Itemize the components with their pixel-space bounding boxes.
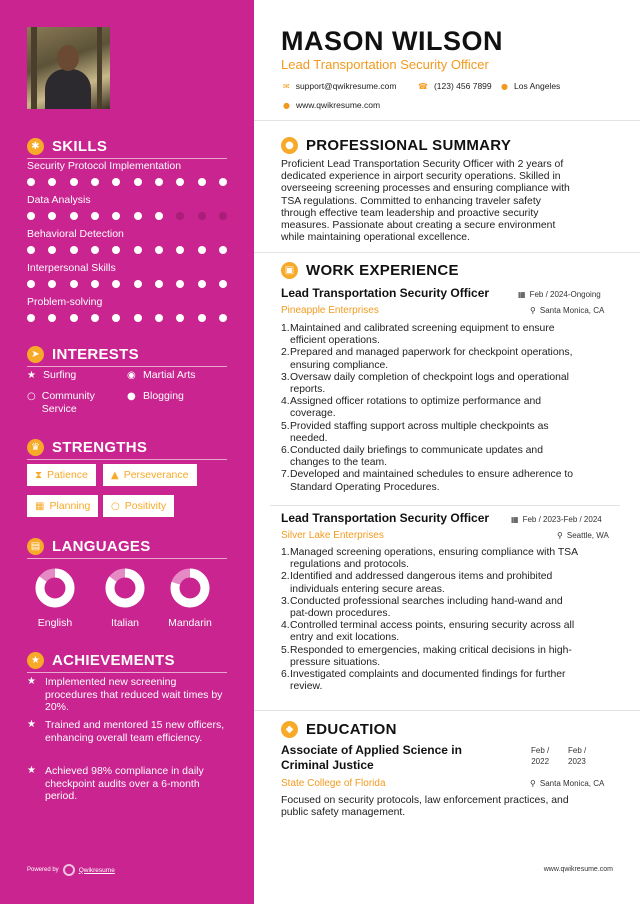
skill-name: Behavioral Detection — [27, 228, 124, 240]
divider — [27, 366, 227, 367]
rating-dot-filled — [91, 314, 99, 322]
candidate-role: Lead Transportation Security Officer — [281, 57, 489, 72]
rating-dot-filled — [176, 280, 184, 288]
rating-dot-filled — [27, 246, 35, 254]
rating-dot-empty — [176, 212, 184, 220]
footer-website[interactable]: www.qwikresume.com — [543, 866, 613, 873]
brand-link[interactable]: Qwikresume — [78, 866, 115, 874]
rating-dot-filled — [134, 280, 142, 288]
summary-line: overseeing screening processes and ensuring compliance with — [281, 183, 570, 195]
skill-name: Interpersonal Skills — [27, 262, 116, 274]
divider — [27, 459, 227, 460]
summary-line: through effective team leadership and proactive security — [281, 207, 539, 219]
star-icon: ★ — [27, 719, 36, 730]
bullet-line: pressure situations. — [290, 656, 381, 668]
bullet-item — [281, 596, 611, 620]
job-dates: ▦ Feb / 2024-Ongoing — [518, 290, 601, 299]
location-contact: ● Los Angeles — [501, 81, 561, 91]
bullet-text — [290, 347, 572, 371]
rating-dot-filled — [27, 314, 35, 322]
education-start-date: Feb / 2022 — [531, 746, 550, 766]
rating-dot-filled — [155, 178, 163, 186]
bullet-line: Conducted professional searches including hand-wand and — [290, 595, 563, 607]
rating-dot-filled — [219, 246, 227, 254]
rating-dot-filled — [198, 314, 206, 322]
bullet-text — [290, 421, 549, 445]
skill-rating — [27, 178, 227, 186]
bullet-line: Responded to emergencies, making critical decisions in high- — [290, 644, 572, 656]
skill-name: Data Analysis — [27, 194, 91, 206]
strength-badge: ○ Positivity — [103, 495, 174, 517]
achievement-item: ★ Trained and mentored 15 new officers, enhancing overall team efficiency. — [27, 719, 225, 744]
bullet-item — [281, 396, 611, 420]
interest-item: ○ Community Service — [27, 390, 95, 415]
language-level-donut — [35, 568, 75, 608]
phone-contact[interactable]: ☎ (123) 456 7899 — [418, 81, 492, 91]
bullet-line: review. — [290, 681, 323, 693]
rating-dot-filled — [155, 212, 163, 220]
bullet-line: individuals entering secure areas. — [290, 583, 445, 595]
profile-photo — [27, 27, 110, 109]
bullet-text — [290, 372, 569, 396]
bullet-number: 7. — [281, 469, 290, 481]
bullet-text — [290, 620, 574, 644]
star-icon: ★ — [27, 370, 36, 381]
candidate-name: MASON WILSON — [281, 26, 503, 56]
bullet-text — [290, 469, 573, 493]
bullet-number: 1. — [281, 323, 290, 334]
divider — [27, 672, 227, 673]
rating-dot-filled — [27, 280, 35, 288]
star-icon: ★ — [27, 652, 44, 669]
bullet-line: Identified and addressed dangerous items and prohibited — [290, 571, 553, 583]
location-pin-icon: ● — [501, 81, 508, 91]
rating-dot-filled — [155, 246, 163, 254]
rating-dot-filled — [48, 212, 56, 220]
rating-dot-filled — [134, 178, 142, 186]
bullet-number: 3. — [281, 371, 290, 383]
rating-dot-filled — [198, 178, 206, 186]
bullet-item — [281, 421, 611, 445]
qwikresume-logo — [63, 864, 75, 876]
rating-dot-filled — [91, 178, 99, 186]
bullet-item — [281, 669, 611, 693]
rating-dot-filled — [48, 178, 56, 186]
job-company: Silver Lake Enterprises — [281, 530, 384, 541]
bullet-line: Prepared and managed paperwork for checkpoint operations, — [290, 347, 573, 359]
rating-dot-filled — [155, 314, 163, 322]
language-name: Italian — [110, 617, 140, 629]
rating-dot-filled — [112, 178, 120, 186]
rating-dot-filled — [91, 212, 99, 220]
rating-dot-filled — [112, 280, 120, 288]
strength-badge: ▦ Planning — [27, 495, 98, 517]
rating-dot-filled — [155, 280, 163, 288]
bullet-text — [290, 323, 555, 347]
rating-dot-filled — [219, 178, 227, 186]
job-bullets — [281, 323, 611, 494]
summary-line: TSA regulations. Committed to enhancing traveler safety — [281, 195, 541, 207]
rating-dot-filled — [198, 246, 206, 254]
bullet-text — [290, 547, 578, 571]
road-icon: ▲ — [111, 469, 119, 481]
interest-item: ★ Surfing — [27, 369, 77, 381]
skill-name: Problem-solving — [27, 296, 103, 308]
bullet-number: 4. — [281, 396, 290, 408]
bullet-line: Maintained and calibrated screening equipment to ensure — [290, 323, 555, 334]
rating-dot-filled — [112, 212, 120, 220]
job-location: ⚲ Seattle, WA — [557, 531, 609, 540]
location-pin-icon: ⚲ — [557, 531, 563, 540]
email-contact[interactable]: ✉ support@qwikresume.com — [283, 81, 397, 91]
summary-line: dedicated experience in airport security operations. Skilled in — [281, 171, 561, 183]
paper-plane-icon: ➤ — [27, 346, 44, 363]
achievements-heading: ★ ACHIEVEMENTS — [27, 652, 175, 669]
bullet-line: Standard Operating Procedures. — [290, 481, 440, 493]
rating-dot-filled — [219, 314, 227, 322]
bullet-text — [290, 571, 552, 595]
divider — [254, 120, 640, 121]
rating-dot-filled — [176, 178, 184, 186]
bullet-line: needed. — [290, 432, 328, 444]
experience-heading: ▣ WORK EXPERIENCE — [281, 262, 459, 279]
rating-dot-filled — [27, 178, 35, 186]
rating-dot-filled — [70, 246, 78, 254]
bullet-item — [281, 547, 611, 571]
degree-title: Associate of Applied Science in Criminal Justice — [281, 743, 462, 772]
summary-line: measures. Passionate about creating a secure environment — [281, 220, 556, 232]
star-icon: ★ — [27, 676, 36, 687]
bullet-line: Developed and maintained schedules to ensure adherence to — [290, 469, 574, 481]
calendar-icon: ▦ — [511, 515, 519, 524]
bullet-line: efficient operations. — [290, 335, 380, 347]
rating-dot-filled — [91, 280, 99, 288]
bullet-number: 3. — [281, 595, 290, 607]
rating-dot-filled — [198, 280, 206, 288]
user-icon: ● — [281, 137, 298, 154]
rating-dot-filled — [134, 212, 142, 220]
job-dates: ▦ Feb / 2023-Feb / 2024 — [511, 515, 602, 524]
job-title: Lead Transportation Security Officer — [281, 511, 490, 525]
education-description: Focused on security protocols, law enforcement practices, and public safety management. — [281, 795, 569, 819]
rating-dot-filled — [48, 280, 56, 288]
job-company: Pineapple Enterprises — [281, 305, 379, 316]
job-title: Lead Transportation Security Officer — [281, 286, 490, 300]
rating-dot-filled — [134, 314, 142, 322]
summary-line: while maintaining operational excellence. — [281, 232, 470, 244]
bullet-line: Conducted daily briefings to communicate updates and — [290, 445, 543, 457]
language-level-donut — [105, 568, 145, 608]
bullet-text — [290, 669, 566, 693]
website-contact[interactable]: ● www.qwikresume.com — [283, 100, 381, 110]
rating-dot-filled — [112, 314, 120, 322]
bullet-item — [281, 347, 611, 371]
bullet-number: 2. — [281, 347, 290, 359]
star-icon: ★ — [27, 765, 36, 776]
rating-dot-filled — [70, 314, 78, 322]
bullet-number: 1. — [281, 547, 290, 558]
divider — [254, 710, 640, 711]
globe-icon: ● — [283, 100, 290, 110]
bullet-number: 4. — [281, 620, 290, 632]
rating-dot-empty — [219, 212, 227, 220]
bullet-text — [290, 645, 572, 669]
rating-dot-filled — [48, 246, 56, 254]
bullet-line: Provided staffing support across multiple checkpoints as — [290, 420, 549, 432]
calendar-icon: ▦ — [35, 500, 45, 512]
education-heading: ◆ EDUCATION — [281, 721, 397, 738]
sidebar — [0, 0, 254, 904]
rating-dot-filled — [70, 178, 78, 186]
summary-line: Proficient Lead Transportation Security Officer with 2 years of — [281, 159, 564, 170]
divider — [254, 252, 640, 253]
bullet-line: changes to the team. — [290, 457, 388, 469]
job-bullets — [281, 547, 611, 693]
language-item — [96, 568, 154, 629]
rating-dot-empty — [198, 212, 206, 220]
skill-rating — [27, 314, 227, 322]
rating-dot-filled — [48, 314, 56, 322]
summary-heading: ● PROFESSIONAL SUMMARY — [281, 137, 511, 154]
bullet-number: 6. — [281, 669, 290, 681]
divider — [27, 158, 227, 159]
bullet-line: Assigned officer rotations to optimize performance and — [290, 396, 542, 408]
achievement-item: ★ Implemented new screening procedures that reduced wait times by 20%. — [27, 676, 223, 713]
rating-dot-filled — [91, 246, 99, 254]
people-icon: ● — [127, 391, 136, 402]
mail-icon: ✉ — [283, 81, 290, 91]
bullet-number: 2. — [281, 571, 290, 583]
bullet-line: reports. — [290, 384, 326, 396]
bullet-text — [290, 445, 543, 469]
language-icon: ▤ — [27, 538, 44, 555]
bullet-text — [290, 396, 541, 420]
bullet-text — [290, 596, 563, 620]
strengths-heading: ♛ STRENGTHS — [27, 439, 147, 456]
bullet-line: entry and exit locations. — [290, 632, 400, 644]
strength-badge: ▲ Perseverance — [103, 464, 197, 486]
bullet-line: regulations and protocols. — [290, 559, 409, 571]
skill-name: Security Protocol Implementation — [27, 160, 182, 172]
rating-dot-filled — [134, 246, 142, 254]
language-level-donut — [170, 568, 210, 608]
rating-dot-filled — [70, 212, 78, 220]
chat-icon: ○ — [27, 391, 36, 402]
circle-icon: ○ — [111, 500, 120, 512]
language-name: Mandarin — [168, 617, 212, 629]
bullet-line: Managed screening operations, ensuring compliance with TSA — [290, 547, 579, 558]
bullet-item — [281, 571, 611, 595]
phone-icon: ☎ — [418, 81, 428, 91]
interests-heading: ➤ INTERESTS — [27, 346, 139, 363]
bullet-number: 5. — [281, 420, 290, 432]
divider — [27, 558, 227, 559]
skills-heading: ✱ SKILLS — [27, 138, 107, 155]
bullet-item — [281, 445, 611, 469]
globe-icon: ◉ — [127, 370, 136, 381]
graduation-cap-icon: ◆ — [281, 721, 298, 738]
bullet-number: 6. — [281, 445, 290, 457]
bullet-number: 5. — [281, 644, 290, 656]
calendar-icon: ▦ — [518, 290, 526, 299]
bullet-item — [281, 645, 611, 669]
rating-dot-filled — [27, 212, 35, 220]
trophy-icon: ♛ — [27, 439, 44, 456]
bullet-item — [281, 469, 611, 493]
skill-rating — [27, 212, 227, 220]
language-item — [161, 568, 219, 629]
divider — [270, 505, 620, 506]
bullet-line: coverage. — [290, 408, 336, 420]
education-end-date: Feb / 2023 — [568, 746, 587, 766]
rating-dot-filled — [70, 280, 78, 288]
rating-dot-filled — [219, 280, 227, 288]
rating-dot-filled — [176, 246, 184, 254]
powered-by: Powered by Qwikresume — [27, 864, 115, 876]
summary-text — [281, 159, 611, 244]
school-name: State College of Florida — [281, 778, 386, 789]
bullet-item — [281, 323, 611, 347]
school-location: ⚲ Santa Monica, CA — [530, 779, 605, 788]
bullet-line: Controlled terminal access points, ensuring security across all — [290, 620, 575, 632]
bullet-line: Oversaw daily completion of checkpoint logs and operational — [290, 371, 569, 383]
briefcase-icon: ▣ — [281, 262, 298, 279]
lightbulb-icon: ✱ — [27, 138, 44, 155]
job-location: ⚲ Santa Monica, CA — [530, 306, 605, 315]
bullet-line: ensuring compliance. — [290, 359, 389, 371]
languages-heading: ▤ LANGUAGES — [27, 538, 151, 555]
language-name: English — [37, 617, 73, 629]
strength-badge: ⧗ Patience — [27, 464, 96, 486]
skill-rating — [27, 246, 227, 254]
rating-dot-filled — [176, 314, 184, 322]
rating-dot-filled — [112, 246, 120, 254]
hourglass-icon: ⧗ — [35, 469, 43, 481]
bullet-line: Investigated complaints and documented findings for further — [290, 669, 566, 681]
achievement-item: ★ Achieved 98% compliance in daily checkpoint audits over a 6-month period. — [27, 765, 204, 802]
language-item — [26, 568, 84, 629]
bullet-line: pat-down procedures. — [290, 608, 391, 620]
bullet-item — [281, 372, 611, 396]
interest-item: ● Blogging — [127, 390, 184, 402]
bullet-item — [281, 620, 611, 644]
skill-rating — [27, 280, 227, 288]
interest-item: ◉ Martial Arts — [127, 369, 196, 381]
location-pin-icon: ⚲ — [530, 779, 536, 788]
location-pin-icon: ⚲ — [530, 306, 536, 315]
